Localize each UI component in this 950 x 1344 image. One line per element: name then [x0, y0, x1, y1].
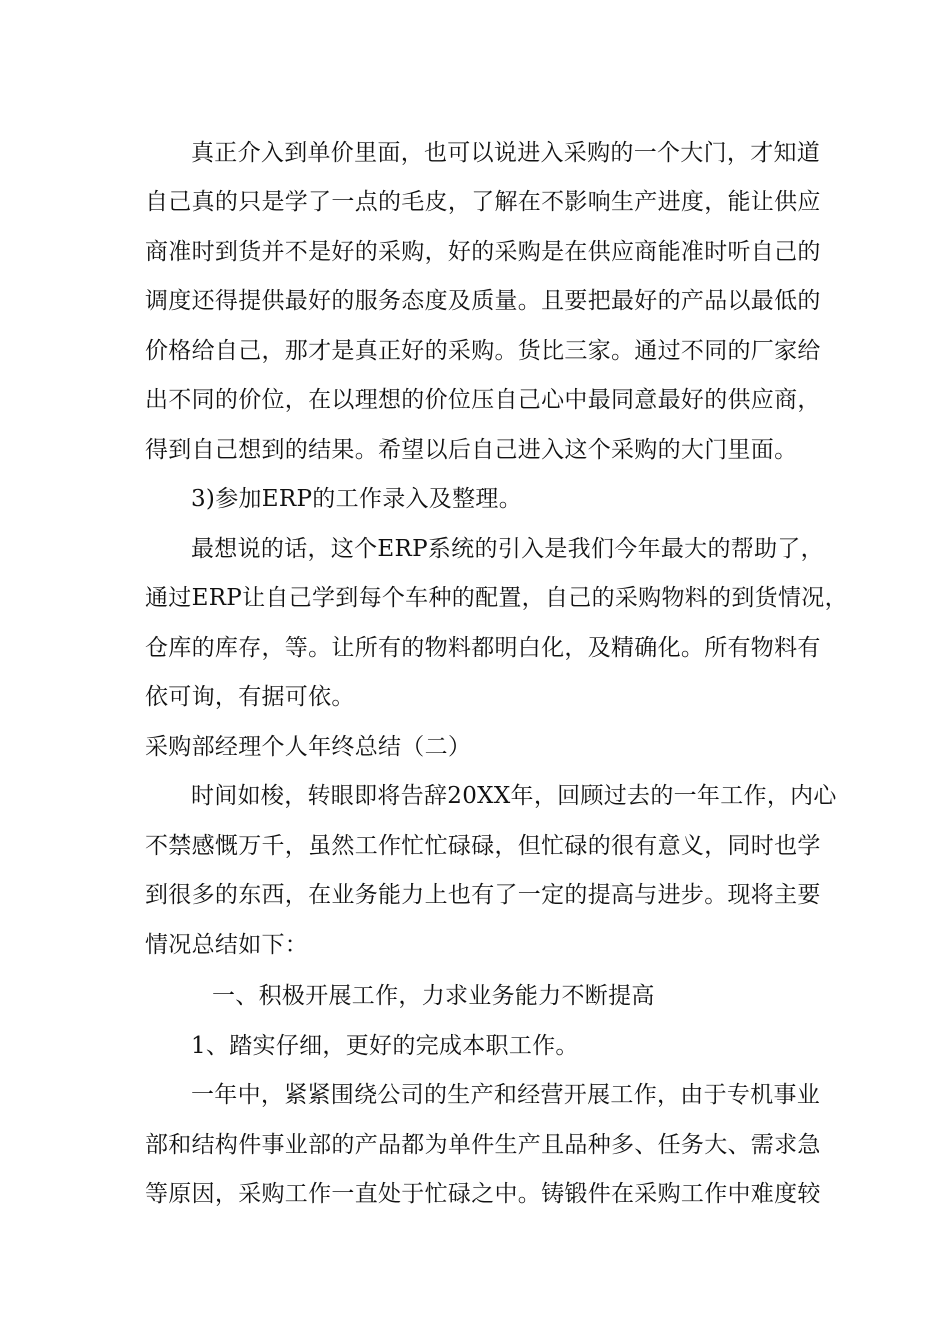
paragraph-line: 不禁感慨万千，虽然工作忙忙碌碌，但忙碌的很有意义，同时也学: [145, 833, 821, 859]
paragraph-line: 出不同的价位，在以理想的价位压自己心中最同意最好的供应商，: [145, 387, 821, 413]
paragraph-line: 价格给自己，那才是真正好的采购。货比三家。通过不同的厂家给: [145, 338, 821, 364]
paragraph-line: 调度还得提供最好的服务态度及质量。且要把最好的产品以最低的: [145, 288, 821, 314]
list-item: 1、踏实仔细，更好的完成本职工作。: [191, 1033, 579, 1059]
paragraph-line: 商准时到货并不是好的采购，好的采购是在供应商能准时听自己的: [145, 239, 821, 265]
paragraph-line: 真正介入到单价里面，也可以说进入采购的一个大门，才知道: [191, 140, 821, 166]
paragraph-line: 情况总结如下：: [145, 932, 309, 958]
paragraph-line: 部和结构件事业部的产品都为单件生产且品种多、任务大、需求急: [145, 1132, 821, 1158]
heading-one: 一、积极开展工作，力求业务能力不断提高: [212, 983, 655, 1009]
paragraph-line: 到很多的东西，在业务能力上也有了一定的提高与进步。现将主要: [145, 882, 821, 908]
paragraph-line: 等原因，采购工作一直处于忙碌之中。铸锻件在采购工作中难度较: [145, 1181, 821, 1207]
paragraph-line: 依可询，有据可依。: [145, 684, 355, 710]
list-item: 3)参加ERP的工作录入及整理。: [191, 486, 522, 512]
paragraph-line: 最想说的话，这个ERP系统的引入是我们今年最大的帮助了，: [191, 536, 824, 562]
paragraph-line: 得到自己想到的结果。希望以后自己进入这个采购的大门里面。: [145, 437, 798, 463]
paragraph-line: 通过ERP让自己学到每个车种的配置，自己的采购物料的到货情况，: [145, 585, 848, 611]
paragraph-line: 自己真的只是学了一点的毛皮，了解在不影响生产进度，能让供应: [145, 189, 821, 215]
section-title: 采购部经理个人年终总结（二）: [145, 734, 472, 760]
paragraph-line: 一年中，紧紧围绕公司的生产和经营开展工作，由于专机事业: [191, 1082, 821, 1108]
paragraph-line: 仓库的库存，等。让所有的物料都明白化，及精确化。所有物料有: [145, 635, 821, 661]
paragraph-line: 时间如梭，转眼即将告辞20XX年，回顾过去的一年工作，内心: [191, 783, 837, 809]
